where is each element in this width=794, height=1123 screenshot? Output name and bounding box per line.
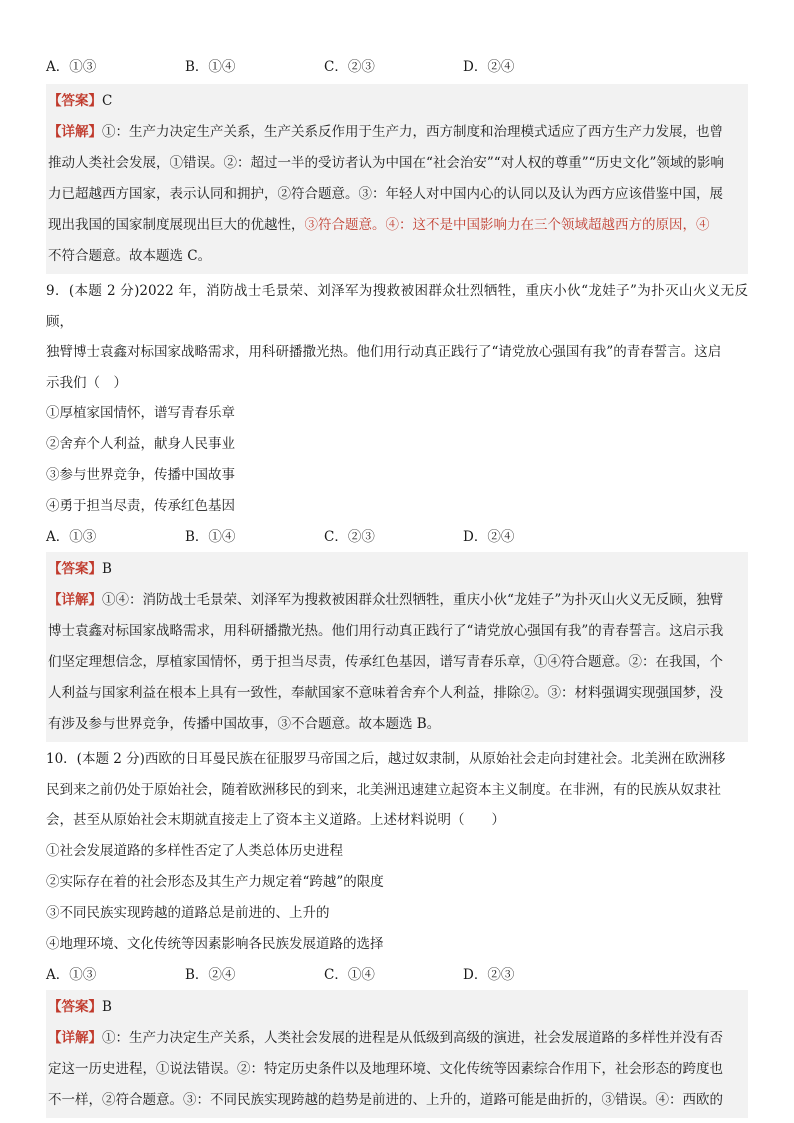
q10-answer: B xyxy=(102,998,112,1015)
q8-detail-line-1 xyxy=(48,117,746,148)
q9-choice-2: ②舍弃个人利益，献身人民事业 xyxy=(46,436,235,452)
q9-option-d[interactable]: D．②④ xyxy=(463,529,515,545)
q8-detail-text-1: ①：生产力决定生产关系，生产关系反作用于生产力，西方制度和治理模式适应了西方生产力发展，也曾 xyxy=(102,124,723,140)
q9-detail-line-5: 有涉及参与世界竞争，传播中国故事，③不合题意。故本题选 B。 xyxy=(48,716,441,732)
q8-detail-line-4 xyxy=(48,210,746,241)
q10-choice-4: ④地理环境、文化传统等因素影响各民族发展道路的选择 xyxy=(46,935,384,952)
exam-page xyxy=(46,52,748,1118)
q8-detail-line-2: 推动人类社会发展，①错误。②：超过一半的受访者认为中国在“社会治安”“对人权的尊重”“历史文化”领域的影响 xyxy=(48,155,724,171)
q10-detail-line-2: 定这一历史进程，①说法错误。②：特定历史条件以及地理环境、文化传统等因素综合作用下，社会形态的跨度也 xyxy=(48,1060,723,1077)
q9-option-a[interactable]: A．①③ xyxy=(46,529,97,545)
q8-detail-text-4b: ③符合题意。④：这不是中国影响力在三个领域超越西方的原因，④ xyxy=(304,217,710,233)
q9-stem-1: 9．(本题 2 分)2022 年，消防战士毛景荣、刘泽军为搜救被困群众壮烈牺牲，重庆小伙“龙娃子”为扑灭山火义无反顾， xyxy=(46,283,748,330)
q9-option-c[interactable]: C．②③ xyxy=(324,529,375,545)
q10-answer-line xyxy=(48,992,746,1023)
q9-detail-line-3: 们坚定理想信念，厚植家国情怀，勇于担当尽责，传承红色基因，谱写青春乐章，①④符合题意。②：在我国，个 xyxy=(48,654,723,670)
q8-option-c[interactable]: C．②③ xyxy=(324,59,375,75)
question-10 xyxy=(46,744,748,1118)
q10-option-a[interactable]: A．①③ xyxy=(46,966,97,983)
q8-option-d[interactable]: D．②④ xyxy=(463,59,515,75)
q10-answer-block xyxy=(46,990,748,1118)
q9-detail-line-4: 人利益与国家利益在根本上具有一致性，奉献国家不意味着舍弃个人利益，排除②。③：材料强调实现强国梦，没 xyxy=(48,685,723,701)
detail-tag: 【详解】 xyxy=(48,592,102,608)
q8-options xyxy=(46,52,748,78)
answer-tag: 【答案】 xyxy=(48,561,102,577)
q10-option-c[interactable]: C．①④ xyxy=(324,966,375,983)
q9-detail-line-2: 博士袁鑫对标国家战略需求，用科研播撒光热。他们用行动真正践行了“请党放心强国有我”的青春誓言。这启示我 xyxy=(48,623,724,639)
q10-stem-1: 10．(本题 2 分)西欧的日耳曼民族在征服罗马帝国之后，越过奴隶制，从原始社会走向封建社会。北美洲在欧洲移 xyxy=(46,751,726,767)
q9-choice-1: ①厚植家国情怀，谱写青春乐章 xyxy=(46,405,235,421)
q10-choice-1: ①社会发展道路的多样性否定了人类总体历史进程 xyxy=(46,842,343,859)
q9-detail-line-1 xyxy=(48,585,746,616)
q9-stem-2: 独臂博士袁鑫对标国家战略需求，用科研播撒光热。他们用行动真正践行了“请党放心强国有我”的青春誓言。这启 xyxy=(46,344,722,360)
q9-option-b[interactable]: B．①④ xyxy=(185,529,236,545)
answer-tag: 【答案】 xyxy=(48,998,102,1015)
q10-option-d[interactable]: D．②③ xyxy=(463,966,515,983)
q8-answer-block xyxy=(46,84,748,274)
q8-detail-text-4a: 现出我国的国家制度展现出巨大的优越性， xyxy=(48,217,305,233)
question-9 xyxy=(46,276,748,742)
q10-stem-2: 民到来之前仍处于原始社会，随着欧洲移民的到来，北美洲迅速建立起资本主义制度。在非洲，有的民族从奴隶社 xyxy=(46,781,721,798)
q10-option-b[interactable]: B．②④ xyxy=(185,966,236,983)
q8-answer: C xyxy=(102,93,113,109)
q9-answer-block xyxy=(46,552,748,742)
q10-choice-3: ③不同民族实现跨越的道路总是前进的、上升的 xyxy=(46,904,330,921)
q10-detail-line-1 xyxy=(48,1023,746,1054)
q8-answer-line xyxy=(48,86,746,117)
q9-answer: B xyxy=(102,561,112,577)
q9-stem-3: 示我们（ ） xyxy=(46,374,127,391)
q10-options xyxy=(46,960,748,986)
q8-option-b[interactable]: B．①④ xyxy=(185,59,236,75)
q10-detail-line-3: 不一样，②符合题意。③：不同民族实现跨越的趋势是前进的、上升的，道路可能是曲折的，③错误。④：西欧的 xyxy=(48,1091,723,1108)
q9-choice-3: ③参与世界竞争，传播中国故事 xyxy=(46,467,235,483)
detail-tag: 【详解】 xyxy=(48,124,102,140)
q9-choice-4: ④勇于担当尽责，传承红色基因 xyxy=(46,498,235,514)
detail-tag: 【详解】 xyxy=(48,1029,102,1046)
q9-answer-line xyxy=(48,554,746,585)
q10-stem-3: 会，甚至从原始社会末期就直接走上了资本主义道路。上述材料说明（ ） xyxy=(46,812,505,828)
q9-detail-text-1: ①④：消防战士毛景荣、刘泽军为搜救被困群众壮烈牺牲，重庆小伙“龙娃子”为扑灭山火义无反顾，独臂 xyxy=(102,592,724,608)
q9-options xyxy=(46,522,748,548)
answer-tag: 【答案】 xyxy=(48,93,102,109)
q8-detail-line-3: 力已超越西方国家，表示认同和拥护，②符合题意。③：年轻人对中国内心的认同以及认为西方应该借鉴中国，展 xyxy=(48,186,723,202)
q8-detail-line-5: 不符合题意。故本题选 C。 xyxy=(48,248,212,264)
q10-choice-2: ②实际存在着的社会形态及其生产力规定着“跨越”的限度 xyxy=(46,873,384,890)
q8-option-a[interactable]: A．①③ xyxy=(46,59,97,75)
q10-detail-text-1: ①：生产力决定生产关系，人类社会发展的进程是从低级到高级的演进，社会发展道路的多样性并没有否 xyxy=(102,1029,723,1046)
